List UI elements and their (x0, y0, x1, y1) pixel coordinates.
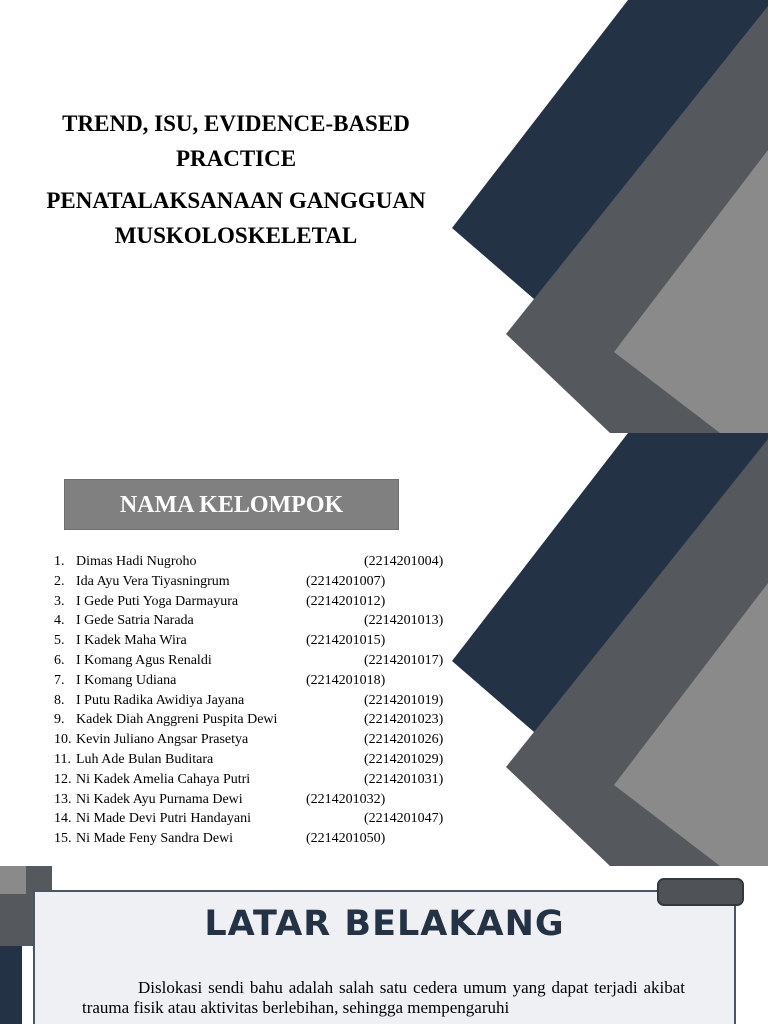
member-student-id: (2214201013) (364, 613, 444, 629)
title-slide (0, 0, 768, 433)
member-row (54, 631, 474, 651)
member-student-id: (2214201047) (364, 811, 444, 827)
member-row (54, 671, 474, 691)
member-name: Luh Ade Bulan Buditara (76, 751, 214, 767)
slide-title-line-1: TREND, ISU, EVIDENCE-BASED PRACTICE (62, 111, 410, 171)
member-name: Ni Kadek Ayu Purnama Dewi (76, 791, 243, 807)
group-members-slide (0, 433, 768, 866)
member-name: I Komang Udiana (76, 672, 177, 688)
card-tab (657, 878, 744, 906)
member-student-id: (2214201023) (364, 712, 444, 728)
slide-title-line-2: PENATALAKSANAAN GANGGUAN MUSKOLOSKELETAL (46, 188, 426, 248)
member-student-id: (2214201026) (364, 732, 444, 748)
member-student-id: (2214201032) (306, 791, 386, 807)
member-row (54, 651, 474, 671)
member-row (54, 809, 474, 829)
member-student-id: (2214201017) (364, 652, 444, 668)
group-name-banner: NAMA KELOMPOK (64, 479, 399, 530)
member-number: 11. (54, 751, 71, 767)
decor-square-navy (0, 946, 22, 1024)
member-row (54, 770, 474, 790)
member-number: 5. (54, 633, 65, 649)
member-number: 7. (54, 672, 65, 688)
member-row (54, 572, 474, 592)
member-row (54, 790, 474, 810)
member-number: 6. (54, 652, 65, 668)
section-body-text: Dislokasi sendi bahu adalah salah satu cedera umum yang dapat terjadi akibat trauma fisik atau aktivitas berlebihan, sehingga mempengaruhi (82, 978, 685, 1017)
member-student-id: (2214201018) (306, 672, 386, 688)
member-list (54, 552, 474, 849)
member-number: 3. (54, 593, 65, 609)
member-student-id: (2214201012) (306, 593, 386, 609)
decor-square-light (0, 866, 26, 894)
member-number: 9. (54, 712, 65, 728)
member-student-id: (2214201050) (306, 831, 386, 847)
member-row (54, 691, 474, 711)
member-name: Ida Ayu Vera Tiyasningrum (76, 573, 230, 589)
member-name: Ni Made Feny Sandra Dewi (76, 831, 234, 847)
member-row (54, 552, 474, 572)
member-number: 10. (54, 732, 72, 748)
member-student-id: (2214201029) (364, 751, 444, 767)
member-name: I Gede Puti Yoga Darmayura (76, 593, 239, 609)
member-student-id: (2214201015) (306, 633, 386, 649)
member-number: 8. (54, 692, 65, 708)
member-number: 15. (54, 831, 72, 847)
member-student-id: (2214201031) (364, 771, 444, 787)
member-name: Kadek Diah Anggreni Puspita Dewi (76, 712, 278, 728)
background-slide (0, 866, 768, 1024)
section-heading: LATAR BELAKANG (204, 904, 565, 944)
member-name: Kevin Juliano Angsar Prasetya (76, 732, 249, 748)
member-name: I Putu Radika Awidiya Jayana (76, 692, 245, 708)
member-row (54, 750, 474, 770)
member-row (54, 592, 474, 612)
member-name: I Komang Agus Renaldi (76, 652, 212, 668)
member-student-id: (2214201004) (364, 554, 444, 569)
member-student-id: (2214201019) (364, 692, 444, 708)
member-number: 14. (54, 811, 72, 827)
member-number: 4. (54, 613, 65, 629)
member-name: I Gede Satria Narada (76, 613, 194, 629)
member-row (54, 829, 474, 849)
member-number: 13. (54, 791, 72, 807)
member-student-id: (2214201007) (306, 573, 386, 589)
member-row (54, 730, 474, 750)
member-number: 12. (54, 771, 72, 787)
member-name: Ni Kadek Amelia Cahaya Putri (76, 771, 251, 787)
member-number: 1. (54, 554, 65, 569)
member-name: Dimas Hadi Nugroho (76, 554, 197, 569)
member-name: Ni Made Devi Putri Handayani (76, 811, 251, 827)
member-name: I Kadek Maha Wira (76, 633, 187, 649)
member-row (54, 710, 474, 730)
member-row (54, 611, 474, 631)
member-number: 2. (54, 573, 65, 589)
